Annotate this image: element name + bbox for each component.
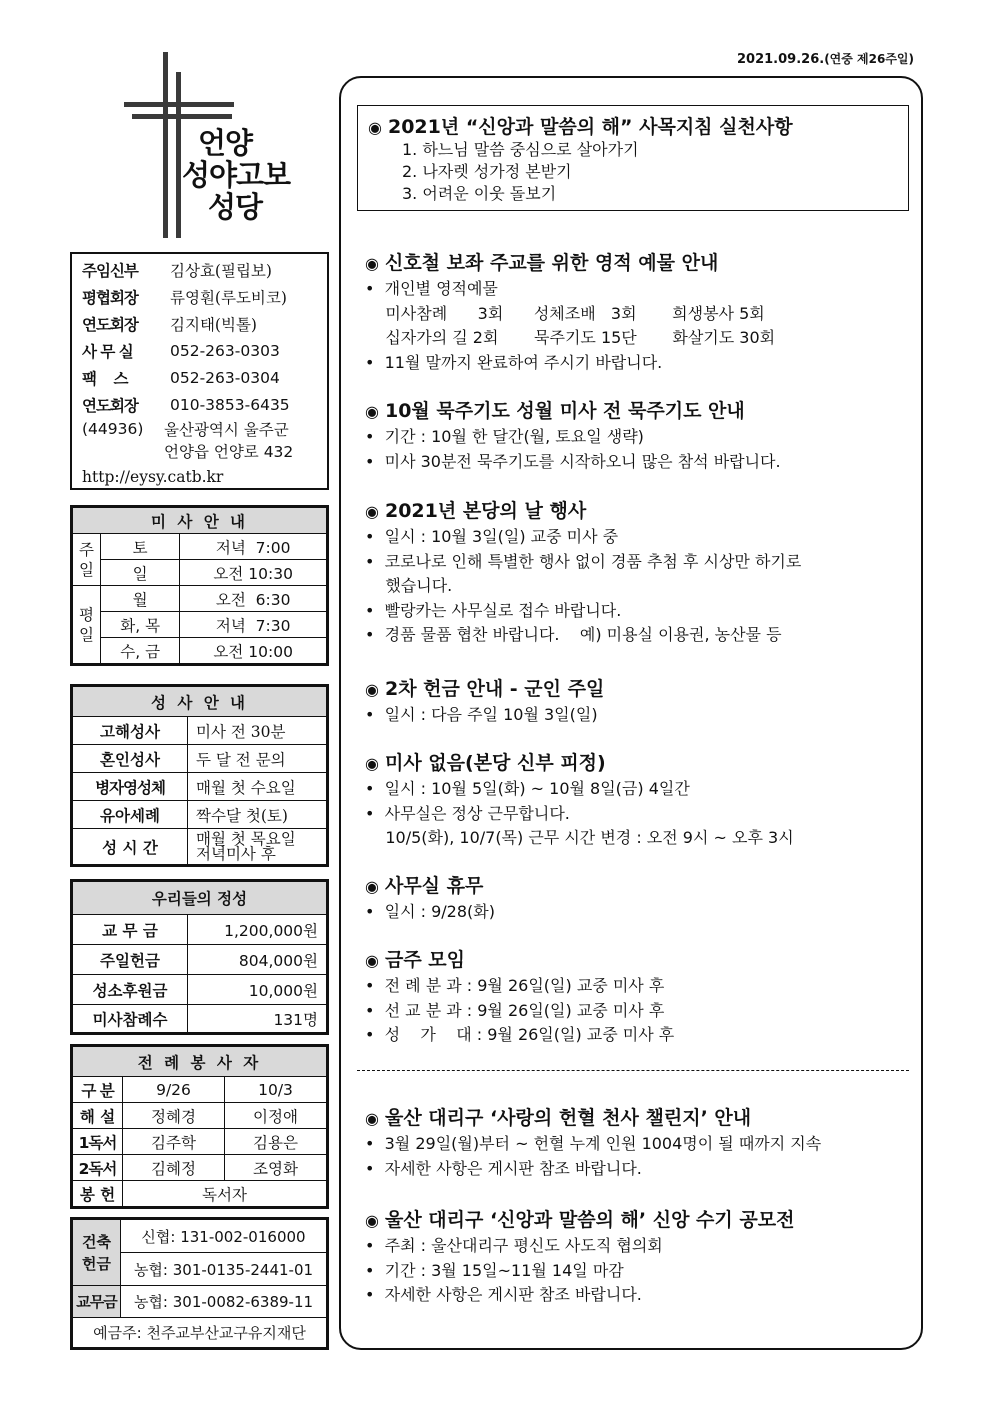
building-fund-account-1: 신협: 131-002-016000 — [121, 1220, 327, 1253]
notice-title: ◉ 사무실 휴무 — [365, 875, 484, 897]
info-row: 연도회장 김지태(빅톨) — [82, 315, 257, 334]
notice-title: ◉ 2차 헌금 안내 - 군인 주일 — [365, 678, 605, 700]
notice-line: • 일시 : 10월 5일(화) ~ 10월 8일(금) 4일간 — [365, 779, 690, 798]
mass-title: 미 사 안 내 — [73, 508, 327, 534]
notice-title: ◉ 울산 대리구 ‘신앙과 말씀의 해’ 신앙 수기 공모전 — [365, 1209, 795, 1231]
bullet-icon: ◉ — [365, 1109, 379, 1128]
accounts-box: 건축 헌금 신협: 131-002-016000 농협: 301-0135-2441-01 교무금 농협: 301-0082-6389-11 예금주: 천주교부산교구유지재단 — [70, 1217, 329, 1350]
motto-item: 2. 나자렛 성가정 본받기 — [402, 162, 572, 181]
notice-title: ◉ 금주 모임 — [365, 949, 465, 971]
notices-panel — [339, 76, 923, 1350]
bulletin-date — [737, 50, 914, 67]
motto-item: 3. 어려운 이웃 돌보기 — [402, 184, 557, 203]
mass-schedule-box: 미 사 안 내 주일 토 저녁 7:00 일 오전 10:30 평일 월 오전 6:30 화, 목 저녁 7:30 수, 금 오전 10:00 — [70, 505, 329, 666]
parish-info-box — [70, 252, 329, 490]
weekday-label: 평일 — [73, 586, 101, 664]
notice-title: ◉ 신호철 보좌 주교를 위한 영적 예물 안내 — [365, 252, 719, 274]
notice-line: • 개인별 영적예물 — [365, 279, 498, 298]
offerings-box: 우리들의 정성 교 무 금 1,200,000원 주일헌금 804,000원 성소후원금 10,000원 미사참례수 131명 — [70, 879, 329, 1035]
notice-section — [365, 1103, 917, 1181]
bullet-icon: ◉ — [365, 1211, 379, 1230]
notice-title: ◉ 울산 대리구 ‘사랑의 헌혈 천사 챌린지’ 안내 — [365, 1107, 752, 1129]
notice-title: ◉ 미사 없음(본당 신부 피정) — [365, 752, 606, 774]
notice-line: • 경품 물품 협찬 바랍니다. 예) 미용실 이용권, 농산물 등 — [365, 625, 782, 644]
notice-line: • 코로나로 인해 특별한 행사 없이 경품 추첨 후 시상만 하기로 — [365, 551, 802, 571]
servers-title: 전 례 봉 사 자 — [73, 1047, 327, 1077]
info-row: 팩 스 052-263-0304 — [82, 368, 280, 388]
notice-section — [365, 674, 917, 728]
sacraments-title: 성 사 안 내 — [73, 687, 327, 717]
notice-section — [365, 945, 917, 1048]
website-link[interactable]: http://eysy.catb.kr — [82, 468, 224, 486]
sunday-label: 주일 — [73, 534, 101, 586]
notice-line: 했습니다. — [365, 576, 453, 595]
notice-line: • 사무실은 정상 근무합니다. — [365, 803, 570, 823]
sacraments-box: 성 사 안 내 고해성사 미사 전 30분 혼인성사 두 달 전 문의 병자영성체 매월 첫 수요일 유아세례 짝수달 첫(토) 성 시 간 매월 첫 목요일 저녁미사 후 — [70, 684, 329, 867]
notice-line: 10/5(화), 10/7(목) 근무 시간 변경 : 오전 9시 ~ 오후 3시 — [365, 828, 794, 847]
notice-line: • 성 가 대 : 9월 26일(일) 교중 미사 후 — [365, 1025, 675, 1044]
notice-line: • 자세한 사항은 게시판 참조 바랍니다. — [365, 1158, 642, 1178]
logo-text-1: 언양 — [198, 126, 253, 160]
notice-line: • 주최 : 울산대리구 평신도 사도직 협의회 — [365, 1236, 663, 1255]
info-row: 연도회장 010-3853-6435 — [82, 395, 290, 415]
notice-section — [365, 496, 917, 648]
notice-line: • 미사 30분전 묵주기도를 시작하오니 많은 참석 바랍니다. — [365, 451, 781, 471]
address-row: 언양읍 언양로 432 — [164, 443, 294, 461]
bullet-icon: ◉ — [365, 951, 379, 970]
servers-box: 전 례 봉 사 자 구 분 9/26 10/3 해 설 정혜경 이정애 1독서 김주학 김용은 2독서 김혜정 조영화 봉 헌 독서자 — [70, 1044, 329, 1209]
parish-logo — [120, 52, 320, 242]
info-row: 주임신부 김상효(필립보) — [82, 261, 272, 280]
bullet-icon: ◉ — [368, 118, 382, 137]
logo-text-3: 성당 — [208, 190, 263, 224]
notice-line: 십자가의 길 2회 묵주기도 15단 화살기도 30회 — [365, 328, 776, 347]
notice-title: ◉ 10월 묵주기도 성월 미사 전 묵주기도 안내 — [365, 400, 745, 422]
notice-section — [365, 871, 917, 925]
building-fund-account-2: 농협: 301-0135-2441-01 — [121, 1253, 327, 1286]
liturgical-week: (연중 제26주일) — [824, 52, 914, 66]
notice-line: • 자세한 사항은 게시판 참조 바랍니다. — [365, 1285, 642, 1304]
account-holder: 예금주: 천주교부산교구유지재단 — [73, 1318, 327, 1348]
bullet-icon: ◉ — [365, 680, 379, 699]
address-row: (44936) 울산광역시 울주군 — [82, 420, 289, 439]
notice-section — [365, 396, 917, 474]
date-text: 2021.09.26. — [737, 52, 825, 67]
info-row: 사 무 실 052-263-0303 — [82, 341, 280, 361]
pastoral-motto-box — [357, 105, 909, 211]
notice-line: • 일시 : 9/28(화) — [365, 902, 495, 921]
notice-section — [365, 248, 917, 375]
notice-line: • 전 례 분 과 : 9월 26일(일) 교중 미사 후 — [365, 976, 665, 995]
bullet-icon: ◉ — [365, 877, 379, 896]
logo-text-2: 성야고보 — [182, 158, 291, 192]
notice-line: • 3월 29일(월)부터 ~ 헌혈 누계 인원 1004명이 될 때까지 지속 — [365, 1134, 822, 1153]
offerings-title: 우리들의 정성 — [73, 882, 327, 915]
info-row: 평협회장 류영훤(루도비코) — [82, 288, 287, 307]
notice-title: ◉ 2021년 본당의 날 행사 — [365, 500, 587, 522]
bullet-icon: ◉ — [365, 402, 379, 421]
bullet-icon: ◉ — [365, 254, 379, 273]
bullet-icon: ◉ — [365, 754, 379, 773]
tithe-account: 농협: 301-0082-6389-11 — [121, 1286, 327, 1318]
notice-line: • 빨랑카는 사무실로 접수 바랍니다. — [365, 600, 622, 620]
notice-line: • 11월 말까지 완료하여 주시기 바랍니다. — [365, 352, 663, 372]
notice-line: 미사참례 3회 성체조배 3회 희생봉사 5회 — [365, 303, 765, 323]
notice-line: • 일시 : 다음 주일 10월 3일(일) — [365, 705, 598, 724]
notice-line: • 일시 : 10월 3일(일) 교중 미사 중 — [365, 527, 619, 546]
bullet-icon: ◉ — [365, 502, 379, 521]
notice-section — [365, 1205, 917, 1308]
notice-line: • 기간 : 3월 15일~11월 14일 마감 — [365, 1260, 624, 1280]
divider — [357, 1070, 909, 1071]
motto-item: 1. 하느님 말씀 중심으로 살아가기 — [402, 140, 639, 159]
notice-line: • 선 교 분 과 : 9월 26일(일) 교중 미사 후 — [365, 1000, 665, 1020]
notice-section — [365, 748, 917, 851]
notice-line: • 기간 : 10월 한 달간(월, 토요일 생략) — [365, 427, 644, 446]
motto-title: ◉ 2021년 “신앙과 말씀의 해” 사목지침 실천사항 — [368, 116, 793, 138]
